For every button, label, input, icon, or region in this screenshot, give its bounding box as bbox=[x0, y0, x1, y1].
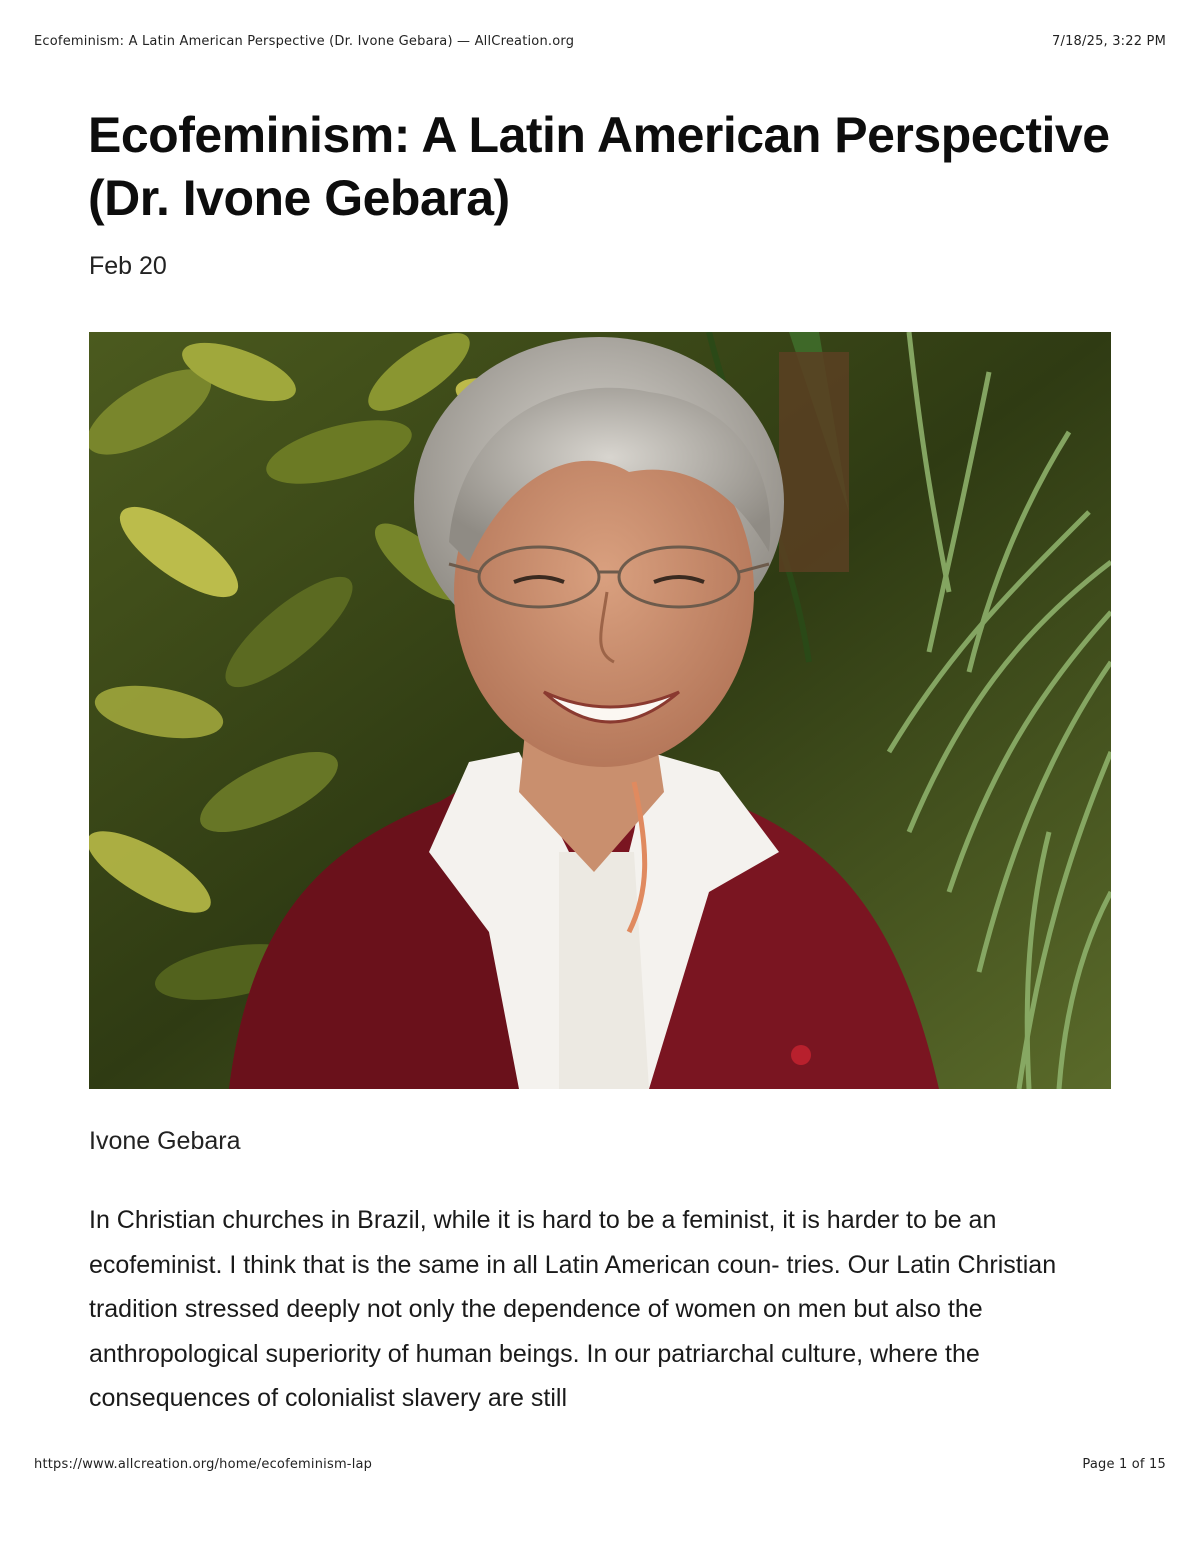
article-photo bbox=[89, 332, 1111, 1089]
print-footer-page-number: Page 1 of 15 bbox=[1082, 1457, 1166, 1472]
portrait-photo-illustration bbox=[89, 332, 1111, 1089]
print-header-timestamp: 7/18/25, 3:22 PM bbox=[1052, 34, 1166, 49]
tree-trunk bbox=[779, 352, 849, 572]
print-footer-url: https://www.allcreation.org/home/ecofeminism-lap bbox=[34, 1457, 373, 1472]
article-date: Feb 20 bbox=[89, 252, 167, 280]
article-body: In Christian churches in Brazil, while it is hard to be a feminist, it is harder to be an ecofeminist. I think that is the same in all Latin American coun- tries. Our Latin Christian tradition stressed deeply not only the dependence of women on men but also the anthropological superiority of human beings. In our patriarchal culture, where the consequences of colonialist slavery are still bbox=[89, 1206, 1057, 1412]
article-title: Ecofeminism: A Latin American Perspective (Dr. Ivone Gebara) bbox=[88, 107, 1110, 226]
print-header bbox=[34, 34, 1166, 49]
print-footer bbox=[34, 1457, 1166, 1472]
image-caption: Ivone Gebara bbox=[89, 1127, 241, 1155]
print-header-title: Ecofeminism: A Latin American Perspective (Dr. Ivone Gebara) — AllCreation.org bbox=[34, 34, 575, 49]
